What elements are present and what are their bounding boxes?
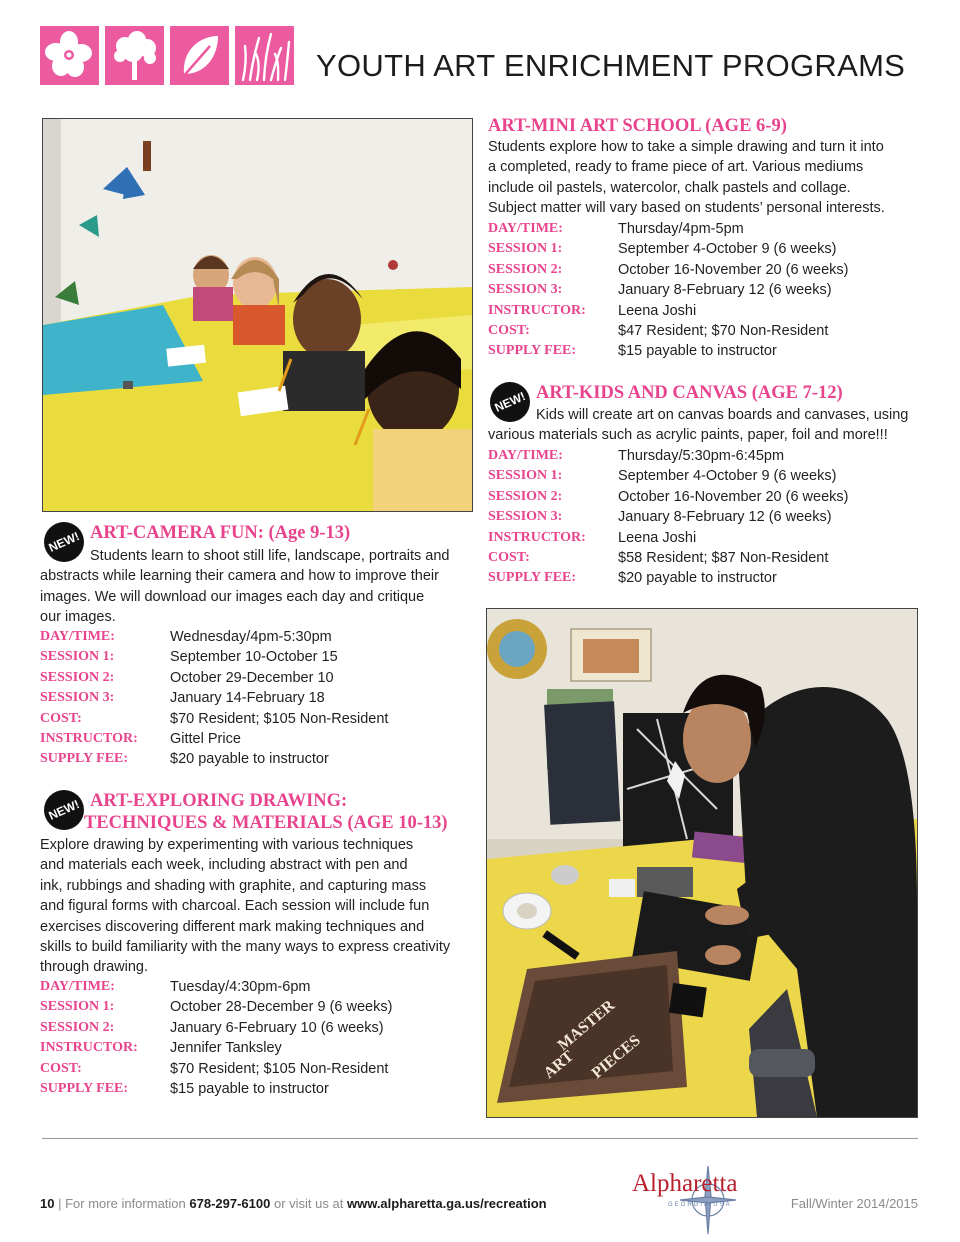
detail-label: SUPPLY FEE:: [40, 751, 129, 767]
flower-icon: [40, 26, 99, 85]
detail-row: [40, 1079, 480, 1099]
detail-row: [40, 1038, 480, 1058]
detail-value: January 14-February 18: [170, 690, 325, 707]
detail-row: [40, 1018, 480, 1038]
description-line: Subject matter will vary based on students’ personal interests.: [488, 200, 885, 217]
detail-label: SESSION 2:: [40, 1019, 115, 1035]
detail-label: DAY/TIME:: [40, 629, 115, 644]
new-badge-canvas: NEW!: [484, 376, 537, 429]
leaf-icon: [170, 26, 229, 85]
camera-fun-details: [40, 627, 480, 777]
detail-row: [488, 239, 928, 259]
description-line: various materials such as acrylic paints, paper, foil and more!!!: [488, 427, 888, 444]
description-line: ink, rubbings and shading with graphite, and capturing mass: [40, 877, 427, 894]
detail-row: [488, 507, 928, 527]
description-line: abstracts while learning their camera and how to improve their: [40, 568, 439, 585]
detail-row: [40, 647, 480, 667]
detail-value: Thursday/5:30pm-6:45pm: [618, 448, 785, 464]
detail-label: COST:: [40, 710, 82, 726]
description-line: and figural forms with charcoal. Each session will include fun: [40, 898, 430, 915]
footer-info-prefix: For more information: [65, 1196, 186, 1211]
footer-info: [40, 1196, 547, 1211]
detail-row: [40, 729, 480, 749]
detail-row: [488, 568, 928, 588]
camera-fun-description: [40, 546, 480, 628]
description-line: skills to build familiarity with the many ways to express creativity: [40, 939, 451, 956]
detail-row: [40, 749, 480, 769]
detail-row: [40, 1059, 480, 1079]
detail-label: SUPPLY FEE:: [40, 1081, 129, 1096]
children-drawing-photo: [42, 118, 473, 512]
detail-row: [488, 528, 928, 548]
detail-value: January 8-February 12 (6 weeks): [618, 509, 832, 526]
detail-value: $70 Resident; $105 Non-Resident: [170, 710, 389, 727]
tree-icon: [105, 26, 164, 85]
kids-canvas-details: [488, 446, 928, 596]
detail-row: [488, 466, 928, 486]
detail-value: Wednesday/4pm-5:30pm: [170, 629, 332, 645]
description-line: images. We will download our images each day and critique: [40, 588, 425, 605]
book-text: MASTER: [554, 997, 619, 1055]
detail-label: SESSION 1:: [40, 649, 115, 665]
kids-canvas-description: [488, 405, 928, 446]
detail-label: SESSION 1:: [488, 468, 563, 484]
detail-label: SESSION 2:: [488, 488, 563, 504]
description-line: Students explore how to take a simple drawing and turn it into: [488, 139, 884, 155]
detail-row: [40, 627, 480, 647]
detail-label: DAY/TIME:: [488, 221, 563, 236]
footer-rule: [42, 1138, 918, 1139]
detail-value: Gittel Price: [170, 731, 241, 747]
description-line: our images.: [40, 609, 116, 626]
detail-label: INSTRUCTOR:: [40, 731, 138, 746]
detail-label: SUPPLY FEE:: [488, 570, 577, 586]
description-line: Kids will create art on canvas boards and canvases, using: [536, 407, 909, 423]
footer-url-link[interactable]: www.alpharetta.ga.us/recreation: [346, 1196, 547, 1211]
footer-phone[interactable]: 678-297-6100: [189, 1196, 271, 1211]
description-line: include oil pastels, watercolor, chalk pastels and collage.: [488, 179, 851, 196]
mini-art-school-details: [488, 219, 928, 369]
description-line: Explore drawing by experimenting with various techniques: [40, 837, 414, 853]
alpharetta-logo: [630, 1158, 740, 1234]
exploring-drawing-title-line2: TECHNIQUES & MATERIALS (AGE 10-13): [84, 813, 448, 833]
detail-row: [488, 487, 928, 507]
detail-label: COST:: [40, 1060, 82, 1076]
detail-row: [40, 977, 480, 997]
description-line: and materials each week, including abstract with pen and: [40, 857, 408, 874]
exploring-drawing-description: [40, 835, 480, 978]
detail-label: SESSION 1:: [40, 999, 115, 1015]
exploring-drawing-details: [40, 977, 480, 1107]
description-line: a completed, ready to frame piece of art. Various mediums: [488, 159, 864, 176]
grass-icon: [235, 26, 294, 85]
detail-label: DAY/TIME:: [488, 448, 563, 463]
detail-row: [488, 446, 928, 466]
detail-value: Tuesday/4:30pm-6pm: [170, 979, 311, 995]
detail-row: [488, 260, 928, 280]
detail-value: Leena Joshi: [618, 529, 697, 546]
page-title: YOUTH ART ENRICHMENT PROGRAMS: [316, 48, 906, 83]
detail-row: [488, 341, 928, 361]
detail-value: October 29-December 10: [170, 669, 334, 686]
camera-fun-title: ART-CAMERA FUN: (Age 9-13): [90, 523, 351, 543]
footer-separator: |: [58, 1196, 62, 1211]
detail-label: SUPPLY FEE:: [488, 343, 577, 359]
detail-row: [488, 321, 928, 341]
description-line: exercises discovering different mark making techniques and: [40, 918, 425, 935]
detail-label: INSTRUCTOR:: [40, 1040, 138, 1056]
book-text: ART: [540, 1047, 578, 1083]
instructor-art-photo: [486, 608, 918, 1118]
detail-label: SESSION 3:: [488, 282, 563, 298]
detail-label: SESSION 2:: [488, 261, 563, 277]
detail-value: $70 Resident; $105 Non-Resident: [170, 1060, 389, 1077]
detail-label: SESSION 3:: [40, 690, 115, 706]
detail-value: $20 payable to instructor: [618, 570, 777, 587]
detail-label: SESSION 3:: [488, 509, 563, 525]
detail-value: $15 payable to instructor: [618, 343, 777, 360]
mini-art-school-title: ART-MINI ART SCHOOL (AGE 6-9): [488, 116, 787, 136]
detail-value: October 28-December 9 (6 weeks): [170, 999, 393, 1016]
book-text: PIECES: [588, 1031, 644, 1083]
logo-wordmark: Alpharetta: [632, 1170, 738, 1197]
detail-row: [488, 301, 928, 321]
detail-value: $58 Resident; $87 Non-Resident: [618, 550, 829, 566]
new-badge-camera: NEW!: [38, 516, 91, 569]
new-badge-drawing: NEW!: [38, 784, 91, 837]
detail-row: [40, 997, 480, 1017]
detail-label: SESSION 1:: [488, 241, 563, 257]
footer-info-mid: or visit us at: [273, 1196, 344, 1211]
detail-row: [40, 709, 480, 729]
header-icons: [40, 26, 294, 88]
season-label: Fall/Winter 2014/2015: [790, 1196, 918, 1211]
detail-value: January 8-February 12 (6 weeks): [618, 282, 832, 299]
detail-label: INSTRUCTOR:: [488, 302, 586, 318]
detail-value: January 6-February 10 (6 weeks): [170, 1019, 384, 1036]
mini-art-school-description: [488, 137, 928, 219]
detail-value: September 10-October 15: [170, 649, 338, 666]
detail-value: Leena Joshi: [618, 302, 697, 319]
detail-row: [488, 219, 928, 239]
description-line: Students learn to shoot still life, landscape, portraits and: [90, 548, 450, 564]
detail-value: $47 Resident; $70 Non-Resident: [618, 323, 829, 339]
kids-canvas-title: ART-KIDS AND CANVAS (AGE 7-12): [536, 383, 843, 403]
detail-row: [488, 548, 928, 568]
detail-row: [40, 688, 480, 708]
detail-label: DAY/TIME:: [40, 979, 115, 994]
detail-label: SESSION 2:: [40, 669, 115, 685]
detail-row: [488, 280, 928, 300]
detail-value: October 16-November 20 (6 weeks): [618, 488, 849, 505]
detail-value: $15 payable to instructor: [170, 1081, 329, 1097]
detail-value: September 4-October 9 (6 weeks): [618, 468, 837, 485]
detail-label: INSTRUCTOR:: [488, 529, 586, 545]
detail-value: October 16-November 20 (6 weeks): [618, 261, 849, 278]
detail-label: COST:: [488, 550, 530, 565]
detail-label: COST:: [488, 323, 530, 338]
detail-value: $20 payable to instructor: [170, 751, 329, 768]
description-line: through drawing.: [40, 959, 149, 976]
exploring-drawing-title-line1: ART-EXPLORING DRAWING:: [90, 791, 348, 811]
page-number: 10: [40, 1196, 55, 1211]
logo-subtext: GEORGIA USA: [668, 1202, 732, 1208]
detail-value: September 4-October 9 (6 weeks): [618, 241, 837, 258]
detail-value: Thursday/4pm-5pm: [618, 221, 744, 237]
detail-value: Jennifer Tanksley: [170, 1040, 282, 1057]
detail-row: [40, 668, 480, 688]
